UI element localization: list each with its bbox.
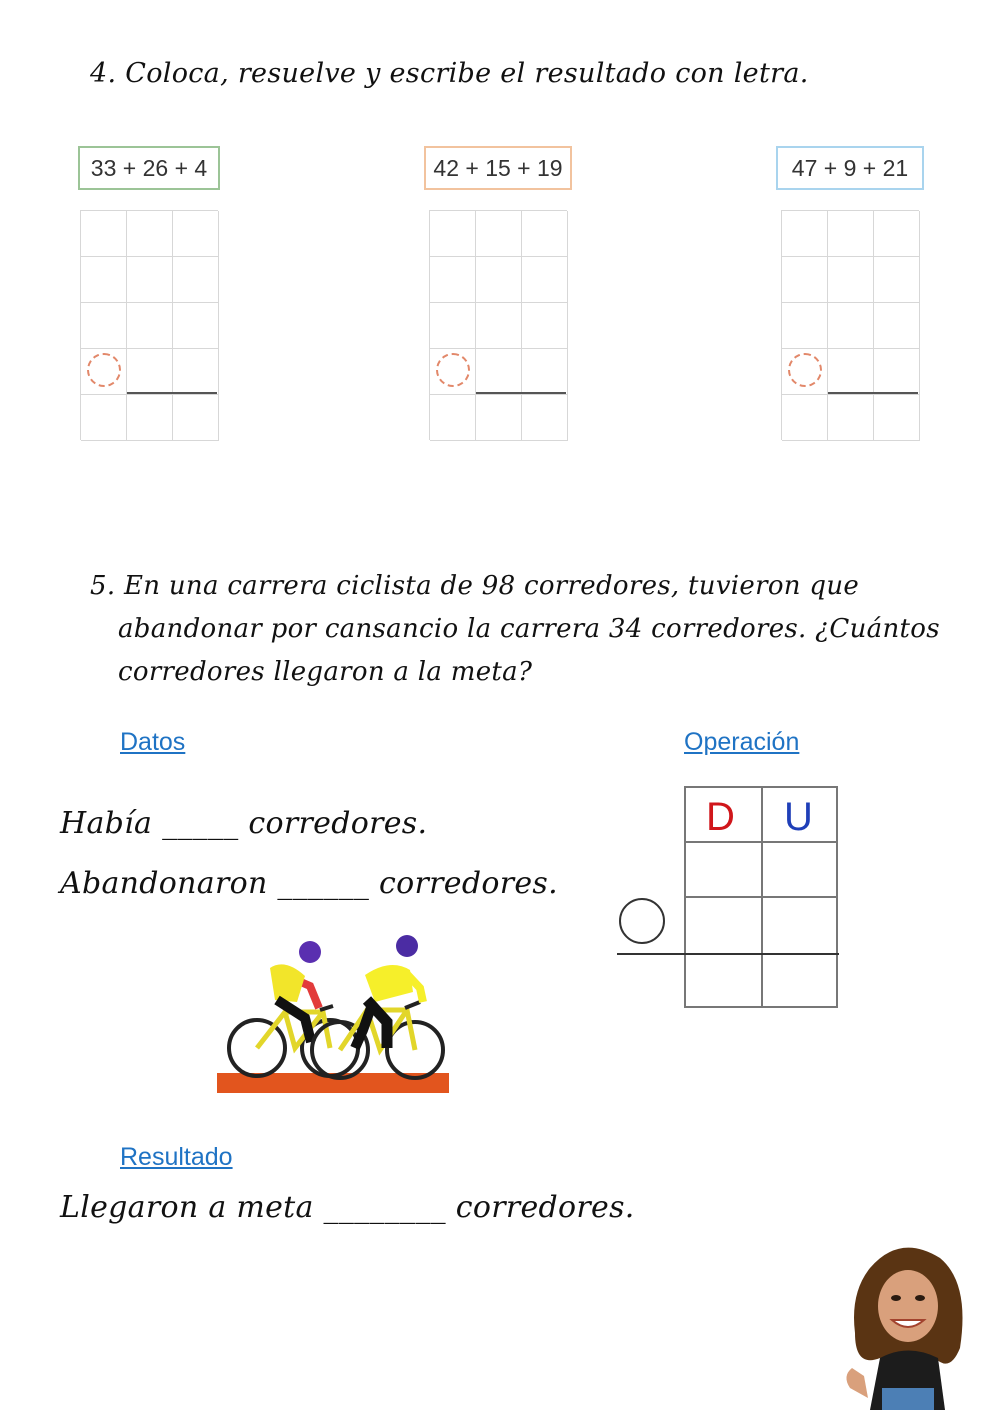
problem-3-grid[interactable]	[781, 210, 919, 440]
sum-line-3	[828, 392, 918, 394]
problem-2-expression: 42 + 15 + 19	[424, 146, 572, 190]
sum-line-1	[127, 392, 217, 394]
unidades-header: U	[784, 795, 813, 839]
problem-1-expression: 33 + 26 + 4	[78, 146, 220, 190]
operacion-link[interactable]: Operación	[684, 728, 800, 756]
habia-line: Había _____ corredores.	[60, 806, 428, 841]
problem-1-grid[interactable]	[80, 210, 218, 440]
resultado-link[interactable]: Resultado	[120, 1143, 233, 1171]
problem-2-grid[interactable]	[429, 210, 567, 440]
plus-sign-circle-1	[87, 353, 121, 387]
statement-line-1: 5. En una carrera ciclista de 98 corredores, tuvieron que	[90, 571, 860, 601]
statement-line-2: abandonar por cansancio la carrera 34 corredores. ¿Cuántos	[118, 614, 940, 644]
statement-line-3: corredores llegaron a la meta?	[118, 657, 533, 687]
abandonaron-line: Abandonaron ______ corredores.	[60, 866, 558, 901]
sum-line-2	[476, 392, 566, 394]
plus-sign-circle-3	[788, 353, 822, 387]
datos-link[interactable]: Datos	[120, 728, 186, 756]
decenas-header: D	[706, 795, 735, 839]
operation-result-line	[617, 953, 839, 955]
teacher-avatar-icon	[840, 1238, 975, 1410]
problem-3-expression: 47 + 9 + 21	[776, 146, 924, 190]
operation-sign-circle[interactable]	[619, 898, 665, 944]
exercise-4-title: 4. Coloca, resuelve y escribe el resultado con letra.	[90, 58, 809, 89]
cyclists-icon	[215, 930, 450, 1095]
exercise-5-statement	[90, 565, 950, 694]
plus-sign-circle-2	[436, 353, 470, 387]
llegaron-line: Llegaron a meta ________ corredores.	[60, 1190, 635, 1225]
